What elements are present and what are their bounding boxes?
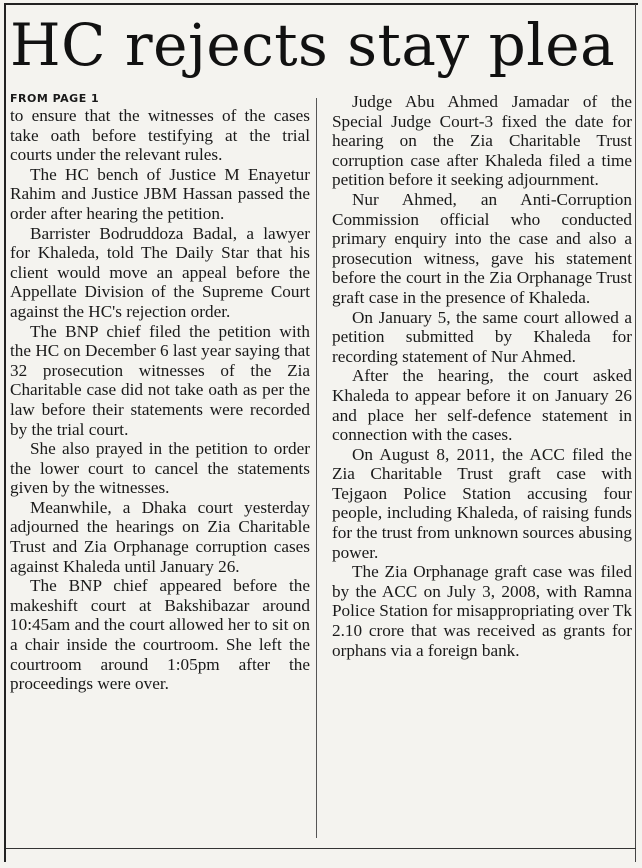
left-column [10,92,310,694]
paragraph: to ensure that the witnesses of the cases take oath before testifying at the trial courts under the relevant rules. [10,106,310,165]
paragraph: Nur Ahmed, an Anti-Corruption Commission official who conducted primary enquiry into the case and also a prosecution witness, gave his statement before the court in the Zia Orphanage Trust graft case in the presence of Khaleda. [332,189,632,307]
paragraph: She also prayed in the petition to order the lower court to cancel the statements given by the witnesses. [10,439,310,498]
bottom-rule [6,848,636,849]
paragraph: The BNP chief appeared before the makeshift court at Bakshibazar around 10:45am and the court allowed her to sit on a chair inside the courtroom. She left the courtroom around 1:05pm after the proceedings were over. [10,576,310,694]
headline: HC rejects stay plea [10,11,616,79]
paragraph: The BNP chief filed the petition with the HC on December 6 last year saying that 32 prosecution witnesses of the Zia Charitable case did not take oath as per the law before their statements were recorded by the trial court. [10,321,310,439]
paragraph: On August 8, 2011, the ACC filed the Zia Charitable Trust graft case with Tejgaon Police Station accusing four people, including Khaleda, of raising funds for the trust from unknown sources abusing power. [332,444,632,562]
column-separator [316,98,317,838]
dateline: FROM PAGE 1 [10,92,100,105]
paragraph: Barrister Bodruddoza Badal, a lawyer for Khaleda, told The Daily Star that his client would move an appeal before the Appellate Division of the Supreme Court against the HC's rejection order. [10,223,310,321]
paragraph: On January 5, the same court allowed a petition submitted by Khaleda for recording statement of Nur Ahmed. [332,307,632,366]
paragraph: The Zia Orphanage graft case was filed by the ACC on July 3, 2008, with Ramna Police Station for misappropriating over Tk 2.10 crore that was received as grants for orphans via a foreign bank. [332,562,632,660]
paragraph: The HC bench of Justice M Enayetur Rahim and Justice JBM Hassan passed the order after hearing the petition. [10,164,310,223]
paragraph: Judge Abu Ahmed Jamadar of the Special Judge Court-3 fixed the date for hearing on the Zia Charitable Trust corruption case after Khaleda filed a time petition before it seeking adjournment. [332,92,632,190]
paragraph: Meanwhile, a Dhaka court yesterday adjourned the hearings on Zia Charitable Trust and Zia Orphanage corruption cases against Khaleda until January 26. [10,497,310,576]
right-column [332,92,632,660]
paragraph: After the hearing, the court asked Khaleda to appear before it on January 26 and place her self-defence statement in connection with the cases. [332,366,632,445]
